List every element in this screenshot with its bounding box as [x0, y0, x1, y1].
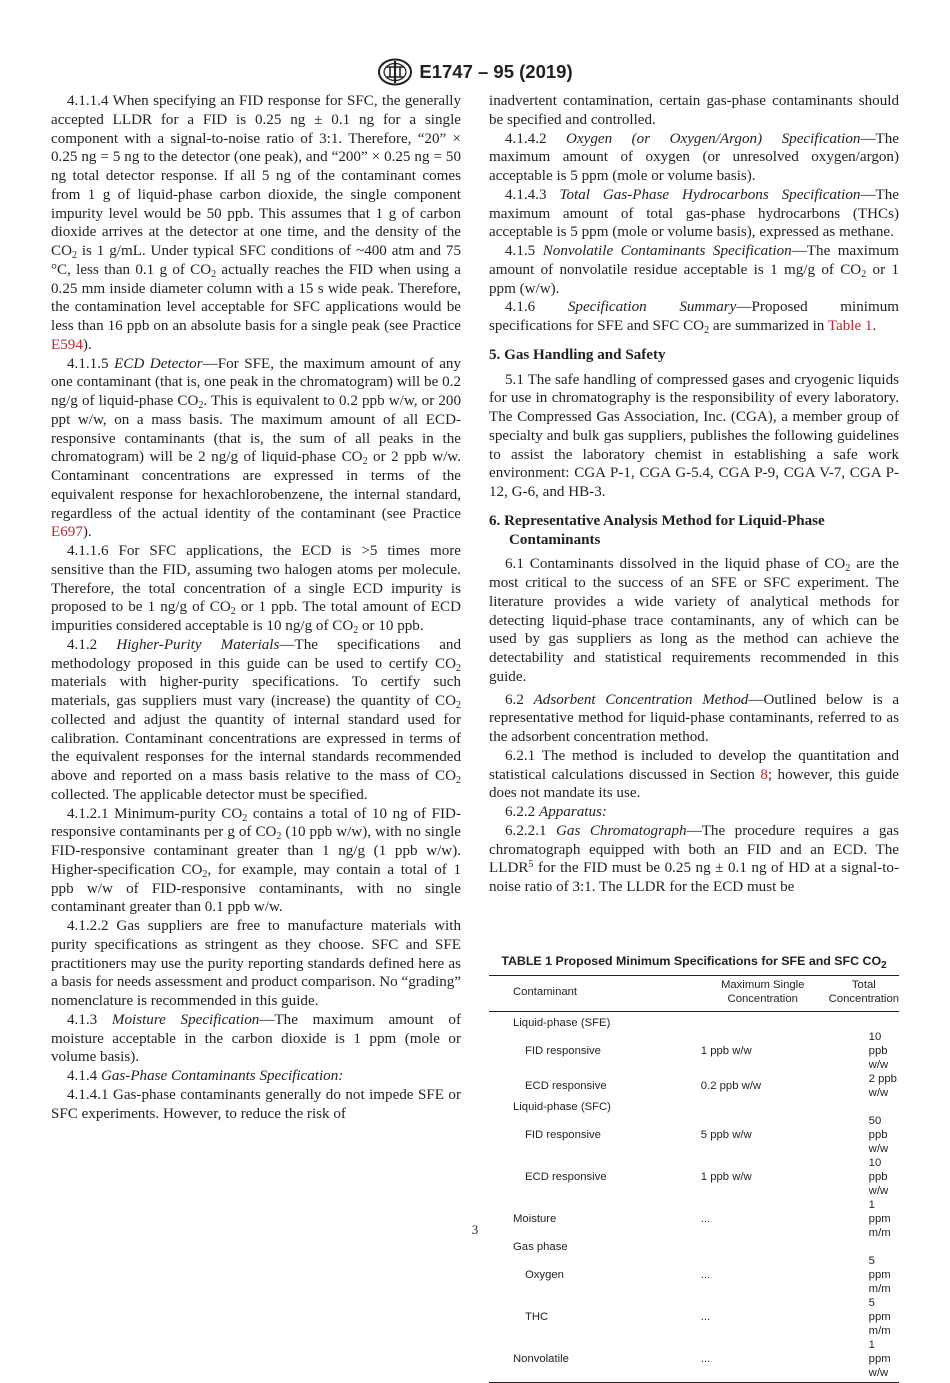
table-row — [489, 1030, 899, 1072]
table-cell: FID responsive — [525, 1129, 601, 1141]
para-6-2-2: 6.2.2 Apparatus: — [505, 804, 607, 820]
table-cell: ... — [700, 1213, 711, 1225]
para-6-2-2-1: 6.2.2.1 Gas Chromatograph—The procedure requires a gas chromatograph equipped with both an FID and an ECD. The LLDR$^5$ for the FID must be 0.25 ng ± 0.1 ng of HD at a signal-to-noise ratio of 3:1. The LLDR for the ECD must be — [489, 822, 899, 895]
para-4-1-1-6: 4.1.1.6 For SFC applications, the ECD is >5 times more sensitive than the FID, assuming two halogen atoms per molecule. Therefore, the total concentration of a single ECD impurity is proposed to be 1 ng/g of $CO_2$ or 1 ppb. The total amount of ECD impurities considered acceptable is 10 ng/g of $CO_2$ or 10 ppb. — [51, 543, 461, 636]
table-caption: TABLE 1 Proposed Minimum Specifications for SFE and SFC $CO_2$ — [501, 954, 887, 971]
para-4-1-4-2: 4.1.4.2 Oxygen (or Oxygen/Argon) Specification—The maximum amount of oxygen (or unresolved oxygen/argon) acceptable is 5 ppm (mole or volume basis). — [489, 130, 899, 184]
table-cell: 1 ppb w/w — [700, 1171, 752, 1183]
table-cell: THC — [525, 1311, 549, 1323]
table-cell: ECD responsive — [525, 1171, 607, 1183]
table-cell: 10 ppb w/w — [868, 1157, 889, 1197]
specifications-table — [489, 975, 899, 1383]
para-4-1-4-1: 4.1.4.1 Gas-phase contaminants generally do not impede SFE or SFC experiments. However, to reduce the risk of — [51, 1086, 461, 1122]
table-cell: FID responsive — [525, 1045, 601, 1057]
table-row — [489, 1012, 899, 1031]
left-column — [51, 92, 461, 1123]
ref-link-e594[interactable]: E594 — [51, 336, 83, 353]
table-cell — [829, 1012, 899, 1031]
table-cell: 1 ppm w/w — [868, 1339, 891, 1379]
table-row — [489, 1156, 899, 1198]
para-4-1-3: 4.1.3 Moisture Specification—The maximum amount of moisture acceptable in the carbon dioxide is 1 ppm (mole or volume basis). — [51, 1011, 462, 1066]
column-header: Total Concentration — [829, 976, 899, 1012]
page-number: 3 — [471, 1222, 479, 1237]
table-cell: ... — [700, 1353, 711, 1365]
table-cell: 1 ppm m/m — [868, 1199, 891, 1239]
table-cell — [697, 1012, 829, 1031]
para-4-1-1-5: 4.1.1.5 ECD Detector—For SFE, the maximum amount of any one contaminant (that is, one peak in the chromatogram) will be 0.2 ng/g of liquid-phase $CO_2$. This is equivalent to 0.2 ppb w/w, or 200 ppt w/w, on a mass basis. The maximum amount of all ECD-responsive contaminants (that is, the sum of all peaks in the chromatogram) will be 2 ng/g of liquid-phase $CO_2$ or 2 ppb w/w. Contaminant concentrations are expressed in terms of the equivalent response for hexachlorobenzene, the internal standard, regardless of the actual identity of the contaminant (see Practice E697). — [51, 355, 462, 541]
para-4-1-4: 4.1.4 Gas-Phase Contaminants Specification: — [67, 1068, 344, 1084]
section-heading-5: 5. Gas Handling and Safety — [489, 346, 666, 363]
section-heading-6: 6. Representative Analysis Method for Liquid-Phase Contaminants — [489, 512, 825, 548]
table-cell: Moisture — [513, 1213, 557, 1225]
table-row — [489, 1100, 899, 1114]
table-header-row — [489, 976, 899, 1012]
column-header: Contaminant — [489, 976, 697, 1012]
table-1 — [489, 954, 899, 1383]
table-cell — [829, 1240, 899, 1254]
table-cell: Oxygen — [525, 1269, 564, 1281]
ref-link-section-8[interactable]: 8 — [760, 766, 768, 783]
table-cell: 10 ppb w/w — [868, 1031, 889, 1071]
column-header: Maximum Single Concentration — [697, 976, 829, 1012]
para-4-1-5: 4.1.5 Nonvolatile Contaminants Specification—The maximum amount of nonvolatile residue acceptable is 1 mg/g of $CO_2$ or 1 ppm (w/w). — [489, 243, 899, 297]
table-cell: ... — [700, 1311, 711, 1323]
table-cell: ECD responsive — [525, 1080, 607, 1092]
table-cell: Liquid-phase (SFC) — [513, 1101, 611, 1113]
table-cell: ... — [700, 1269, 711, 1281]
para-4-1-2-1: 4.1.2.1 Minimum-purity $CO_2$ contains a total of 10 ng of FID-responsive contaminants per g of $CO_2$ (10 ppb w/w), with no single FID-responsive contaminant greater than 1 ng/g (1 ppb w/w). Higher-specification $CO_2$, for example, may contain a total of 1 ppb w/w of FID-responsive contaminants, with no single contaminant greater than 0.1 ppb w/w. — [51, 805, 461, 916]
astm-logo-icon — [377, 58, 413, 86]
para-4-1-6: 4.1.6 Specification Summary—Proposed minimum specifications for SFE and SFC $CO_2$ are summarized in Table 1. — [489, 299, 899, 336]
table-row — [489, 1072, 899, 1100]
table-cell — [697, 1100, 829, 1114]
table-cell: 1 ppb w/w — [700, 1045, 752, 1057]
table-cell: 50 ppb w/w — [868, 1115, 889, 1155]
para-4-1-2-2: 4.1.2.2 Gas suppliers are free to manufacture materials with purity specifications as stringent as they choose. SFC and SFE practitioners may use the purity reporting standards defined here as a basis for needs assessment and product comparison. No “grading” nomenclature is recommended in this guide. — [51, 918, 461, 1009]
table-cell: 5 ppb w/w — [700, 1129, 752, 1141]
ref-link-table-1[interactable]: Table 1 — [827, 318, 873, 334]
table-row — [489, 1254, 899, 1296]
para-4-1-4-1-cont: inadvertent contamination, certain gas-phase contaminants should be specified and controlled. — [489, 93, 899, 128]
para-6-2: 6.2 Adsorbent Concentration Method—Outlined below is a representative method for liquid-phase contaminants, referred to as the adsorbent concentration method. — [489, 691, 900, 745]
table-cell: Liquid-phase (SFE) — [513, 1017, 611, 1029]
para-5-1: 5.1 The safe handling of compressed gases and cryogenic liquids for use in chromatography is the responsibility of every laboratory. The Compressed Gas Association, Inc. (CGA), a member group of specialty and bulk gas suppliers, publishes the following guidelines to assist the laboratory chemist in establishing a safe work environment: CGA P-1, CGA G-5.4, CGA P-9, CGA V-7, CGA P-12, G-6, and HB-3. — [489, 371, 899, 500]
table-cell — [697, 1240, 829, 1254]
table-cell: 5 ppm m/m — [868, 1255, 891, 1295]
footnote-ref-5[interactable]: 5 — [528, 859, 534, 871]
para-6-2-1: 6.2.1 The method is included to develop the quantitation and statistical calculations discussed in Section 8; however, this guide does not mandate its use. — [489, 747, 899, 802]
page-header — [0, 58, 950, 86]
table-cell: 5 ppm m/m — [868, 1297, 891, 1337]
para-4-1-1-4: 4.1.1.4 When specifying an FID response for SFC, the generally accepted LLDR for a FID is 0.25 ng ± 0.1 ng for a single component with a signal-to-noise ratio of 3:1. Therefore, “20” × 0.25 ng = 5 ng to the detector (one peak), and “200” × 0.25 ng = 50 ng total detector response. If all 5 ng of the contaminant comes from 1 g of liquid-phase carbon dioxide, the single component impurity level would be 50 ppb. This assumes that 1 g of carbon dioxide arrives at the detector at one time, and the density of the $CO_2$ is 1 g/mL. Under typical SFC conditions of ~400 atm and 75 °C, less than 0.1 g of $CO_2$ actually reaches the FID when using a 0.25 mm inside diameter column with a 15 s wide peak. Therefore, the contamination level acceptable for SFC applications would be less than 16 ppb on an absolute basis for a single peak (see Practice E594). — [51, 93, 461, 353]
right-column — [489, 92, 899, 897]
standard-designation: E1747 – 95 (2019) — [419, 61, 573, 82]
table-row — [489, 1296, 899, 1338]
table-row — [489, 1114, 899, 1156]
ref-link-e697[interactable]: E697 — [51, 524, 83, 541]
table-cell: 2 ppb w/w — [868, 1073, 897, 1099]
table-cell: Gas phase — [513, 1241, 568, 1253]
table-cell: 0.2 ppb w/w — [700, 1080, 762, 1092]
table-row — [489, 1338, 899, 1383]
table-row — [489, 1240, 899, 1254]
para-4-1-2: 4.1.2 Higher-Purity Materials—The specifications and methodology proposed in this guide can be used to certify $CO_2$ materials with higher-purity specifications. To certify such materials, gas suppliers must vary (increase) the quantity of $CO_2$ collected and adjust the quantity of internal standard used for calibration. Contaminant concentrations are expressed in terms of the equivalent responses for the internal standards recommended above and reported on a mass basis relative to the mass of $CO_2$ collected. The applicable detector must be specified. — [51, 636, 461, 803]
table-cell: Nonvolatile — [513, 1353, 569, 1365]
para-4-1-4-3: 4.1.4.3 Total Gas-Phase Hydrocarbons Specification—The maximum amount of total gas-phase hydrocarbons (THCs) acceptable is 5 ppm (mole or volume basis), expressed as methane. — [489, 186, 899, 241]
table-cell — [829, 1100, 899, 1114]
para-6-1: 6.1 Contaminants dissolved in the liquid phase of $CO_2$ are the most critical to the success of an SFE or SFC experiment. The literature provides a wide variety of analytical methods for detecting liquid-phase trace contaminants, any of which can be used by gas suppliers as long as the method can achieve the detectability and statistical requirements recommended in this guide. — [489, 556, 899, 685]
